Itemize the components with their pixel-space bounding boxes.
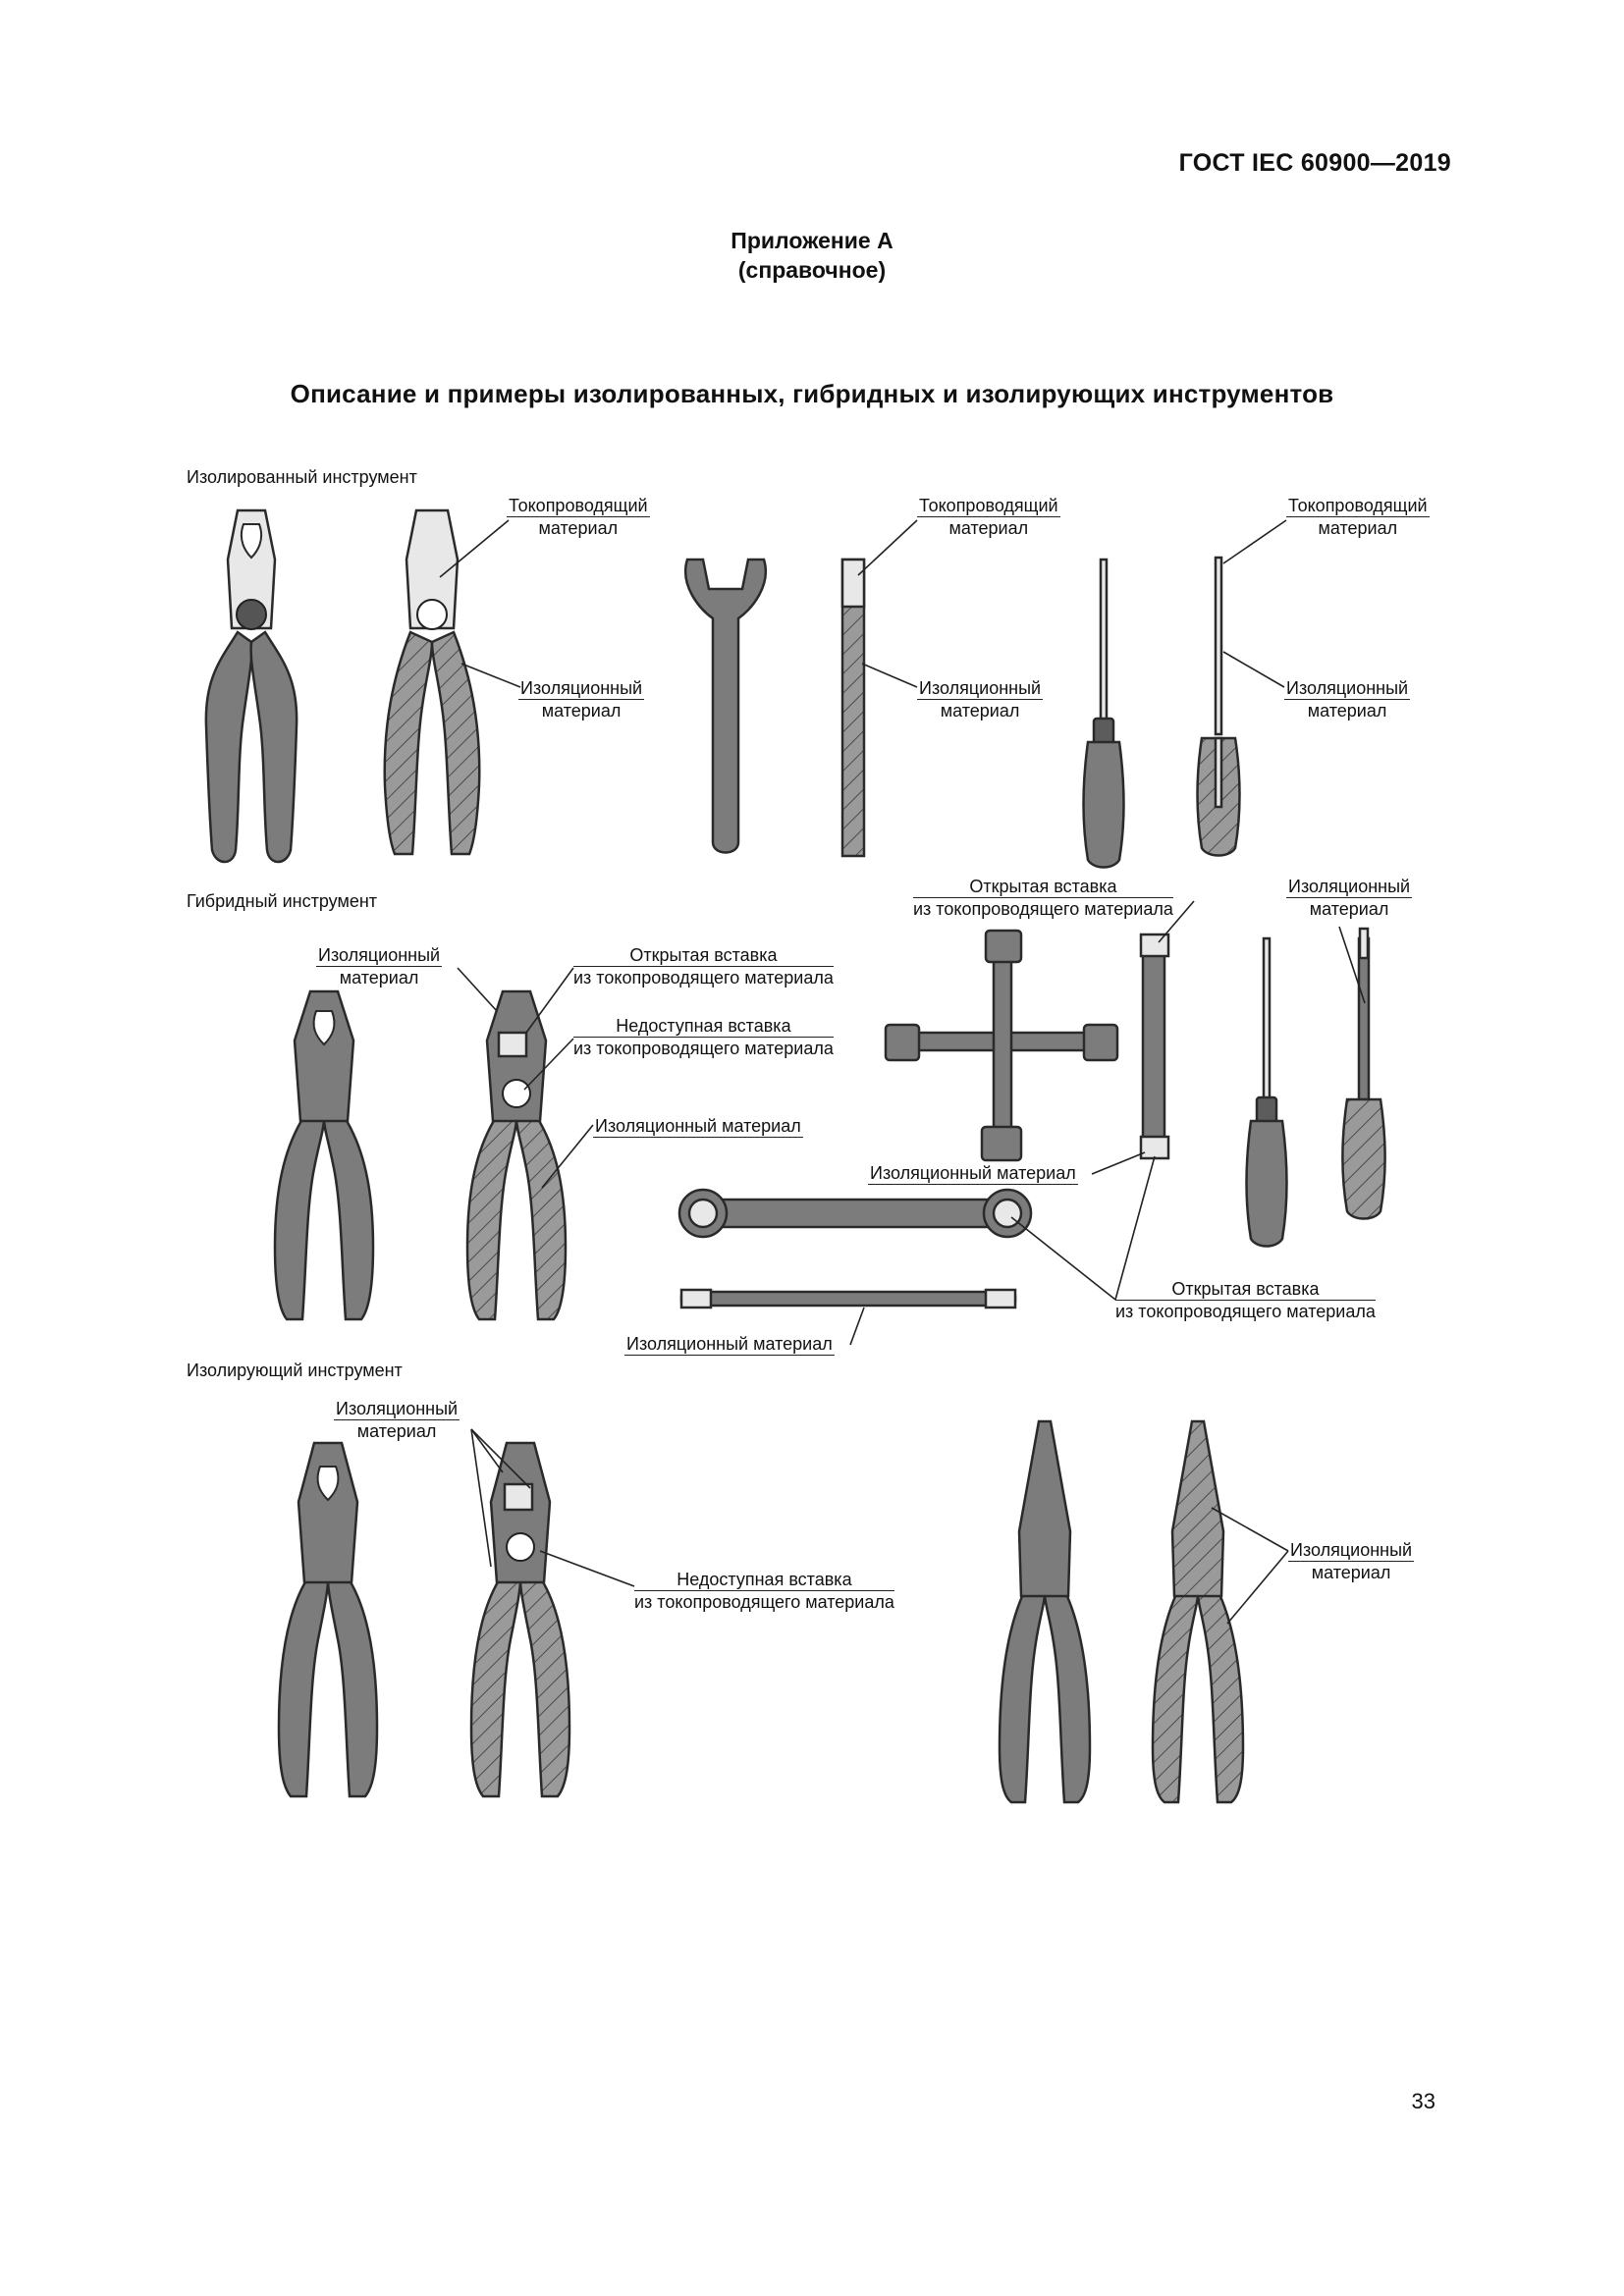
label-hybrid-insulating-material: Изоляционный материал: [318, 945, 441, 988]
insulated-screwdriver-icon: [1084, 560, 1124, 868]
bar-spanner-icon: [681, 1290, 1015, 1308]
insulated-pliers-icon: [206, 510, 297, 862]
hybrid-screwdriver-icon: [1247, 938, 1287, 1247]
hybrid-screwdriver-section-icon: [1343, 929, 1385, 1219]
label-insulating-material-pliers: Изоляционный материал: [520, 678, 643, 721]
key-section-icon: [1141, 934, 1168, 1158]
label-conductive-material-wrench: Токопроводящий материал: [919, 496, 1058, 538]
section-insulated-tool: Изолированный инструмент: [187, 467, 417, 487]
double-ring-spanner-icon: [679, 1190, 1031, 1237]
label-conductive-material-pliers: Токопроводящий материал: [509, 496, 648, 538]
label-hybrid-screwdriver-insulating: Изоляционный материал: [1288, 877, 1411, 919]
label-key-open-insert: Открытая вставка из токопроводящего материала: [913, 877, 1173, 919]
needle-nose-pliers-icon: [1000, 1421, 1090, 1802]
wrench-section-icon: [842, 560, 864, 856]
label-insulating-material-screwdriver: Изоляционный материал: [1286, 678, 1409, 721]
label-hybrid-closed-insert: Недоступная вставка из токопроводящего материала: [573, 1016, 834, 1058]
label-key-insulating-material: Изоляционный материал: [870, 1163, 1076, 1183]
standard-designation: ГОСТ IEC 60900—2019: [1178, 149, 1451, 177]
insulating-pliers-section-icon: [471, 1443, 569, 1796]
label-bar-insulating-material: Изоляционный материал: [626, 1334, 833, 1354]
label-conductive-material-screwdriver: Токопроводящий материал: [1288, 496, 1428, 538]
label-hybrid-open-insert: Открытая вставка из токопроводящего материала: [573, 945, 834, 988]
insulating-pliers-icon: [279, 1443, 377, 1796]
label-insulating-tool-closed-insert: Недоступная вставка из токопроводящего материала: [634, 1570, 894, 1612]
label-insulating-material-wrench: Изоляционный материал: [919, 678, 1042, 721]
needle-nose-pliers-section-icon: [1153, 1421, 1243, 1802]
insulated-pliers-section-icon: [385, 510, 480, 854]
hybrid-pliers-section-icon: [467, 991, 566, 1319]
section-hybrid-tool: Гибридный инструмент: [187, 891, 378, 911]
label-hybrid-insulating-material-pliers: Изоляционный материал: [595, 1116, 801, 1136]
label-ring-spanner-open-insert: Открытая вставка из токопроводящего материала: [1115, 1279, 1376, 1321]
label-insulating-tool-material: Изоляционный материал: [336, 1399, 459, 1441]
label-needle-nose-insulating: Изоляционный материал: [1290, 1540, 1413, 1582]
page-number: 33: [1411, 2089, 1435, 2113]
cross-key-icon: [886, 931, 1117, 1160]
page-title: Описание и примеры изолированных, гибридных и изолирующих инструментов: [290, 379, 1334, 408]
screwdriver-section-icon: [1198, 558, 1240, 856]
annex-note: (справочное): [737, 257, 887, 283]
open-end-wrench-icon: [685, 560, 766, 853]
hybrid-pliers-icon: [275, 991, 373, 1319]
annex-title: Приложение А: [731, 228, 893, 253]
section-insulating-tool: Изолирующий инструмент: [187, 1361, 403, 1380]
